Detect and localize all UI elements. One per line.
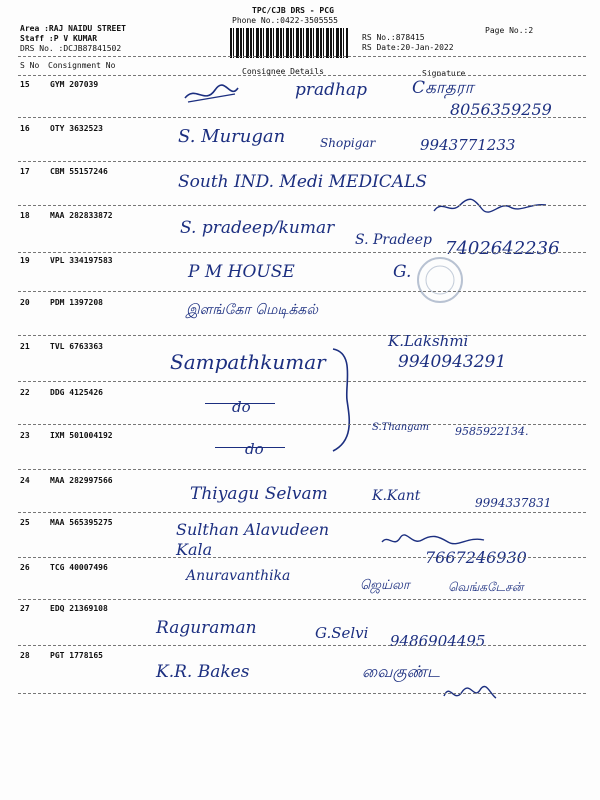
signature-scribble — [378, 530, 488, 550]
consignee-name: இளங்கோ மெடிக்கல் — [186, 302, 319, 318]
divider — [18, 291, 586, 292]
signature: S.Thangam — [372, 422, 430, 433]
divider — [18, 161, 586, 162]
row-sno: 17 — [20, 167, 30, 176]
divider — [18, 381, 586, 382]
rs-date: RS Date:20-Jan-2022 — [362, 43, 454, 52]
consignment-no: OTY 3632523 — [50, 124, 103, 133]
consignee-name: Anuravanthika — [186, 568, 291, 584]
divider — [18, 335, 586, 336]
consignee-name: P M HOUSE — [188, 262, 295, 282]
consignee-name: K.R. Bakes — [156, 662, 250, 682]
row-sno: 16 — [20, 124, 30, 133]
divider — [18, 75, 586, 76]
divider — [18, 205, 586, 206]
phone-note: 8056359259 — [450, 100, 552, 119]
divider — [18, 469, 586, 470]
signature: S. Pradeep — [355, 232, 432, 248]
consignee-name: Sulthan Alavudeen Kala — [176, 520, 330, 559]
divider — [18, 557, 586, 558]
consignment-no: MAA 565395275 — [50, 518, 113, 527]
phone-note: 9943771233 — [420, 136, 516, 154]
consignment-no: DDG 4125426 — [50, 388, 103, 397]
consignee-name: Sampathkumar — [170, 350, 326, 374]
staff-label: Staff :P V KUMAR — [20, 34, 98, 43]
col-signature: Signature — [422, 69, 466, 78]
row-sno: 24 — [20, 476, 30, 485]
consignment-no: TCG 40007496 — [50, 563, 108, 572]
consignment-no: CBM 55157246 — [50, 167, 108, 176]
consignee-name: Raguraman — [156, 618, 257, 638]
consignee-name: do — [245, 440, 264, 458]
col-consignee: Consignee Details — [242, 67, 324, 76]
consignment-no: PGT 1778165 — [50, 651, 103, 660]
row-sno: 22 — [20, 388, 30, 397]
phone-note: வெங்கடேசன் — [448, 580, 524, 594]
consignment-no: EDQ 21369108 — [50, 604, 108, 613]
row-sno: 15 — [20, 80, 30, 89]
row-sno: 21 — [20, 342, 30, 351]
col-sno: S No — [20, 61, 40, 70]
row-sno: 28 — [20, 651, 30, 660]
col-consignment: Consignment No — [48, 61, 116, 70]
row-sno: 20 — [20, 298, 30, 307]
consignee-name: do — [232, 398, 251, 416]
signature: K.Lakshmi — [388, 332, 469, 350]
row-sno: 19 — [20, 256, 30, 265]
consignee-name: Thiyagu Selvam — [190, 484, 328, 504]
phone-note: 9994337831 — [475, 496, 552, 510]
company-header: TPC/CJB DRS - PCG — [252, 6, 334, 15]
signature: Cகாதரா — [412, 78, 474, 98]
stamp-scribble — [180, 80, 240, 106]
signature: Shopigar — [320, 136, 376, 150]
consignee-name: S. pradeep/kumar — [180, 218, 335, 238]
divider — [18, 645, 586, 646]
consignment-no: IXM 501004192 — [50, 431, 113, 440]
phone-note: 9940943291 — [398, 352, 507, 372]
page-number: Page No.:2 — [485, 26, 534, 35]
consignment-no: MAA 282833872 — [50, 211, 113, 220]
row-sno: 18 — [20, 211, 30, 220]
divider — [18, 252, 586, 253]
divider — [18, 599, 586, 600]
row-sno: 25 — [20, 518, 30, 527]
consignment-no: MAA 282997566 — [50, 476, 113, 485]
signature: G. — [393, 262, 412, 282]
drs-number: DRS No. :DCJB87841502 — [20, 44, 122, 53]
consignment-no: TVL 6763363 — [50, 342, 103, 351]
consignment-no: PDM 1397208 — [50, 298, 103, 307]
divider — [18, 512, 586, 513]
consignment-no: VPL 334197583 — [50, 256, 113, 265]
row-sno: 27 — [20, 604, 30, 613]
phone-number: Phone No.:0422-3505555 — [232, 16, 338, 25]
barcode — [230, 28, 348, 58]
signature-scribble — [430, 195, 550, 217]
divider — [18, 693, 586, 694]
row-sno: 26 — [20, 563, 30, 572]
phone-note: 7667246930 — [425, 548, 527, 567]
signature: வைகுண்ட — [362, 662, 440, 681]
phone-note: 9585922134. — [455, 425, 529, 438]
divider — [18, 56, 586, 57]
phone-note: 9486904495 — [390, 632, 486, 650]
signature: ஜெய்லா — [360, 578, 410, 593]
signature: K.Kant — [372, 488, 421, 504]
consignment-no: GYM 207039 — [50, 80, 99, 89]
consignee-name: South IND. Medi MEDICALS — [178, 172, 428, 192]
area-label: Area :RAJ NAIDU STREET — [20, 24, 126, 33]
signature: G.Selvi — [315, 624, 369, 642]
row-sno: 23 — [20, 431, 30, 440]
divider — [18, 117, 586, 118]
stamp-seal — [410, 255, 470, 305]
phone-note: 7402642236 — [445, 238, 560, 259]
brace-mark — [325, 345, 365, 455]
consignee-name: S. Murugan — [178, 126, 286, 147]
consignee-name: pradhap — [295, 80, 367, 100]
rs-number: RS No.:878415 — [362, 33, 425, 42]
